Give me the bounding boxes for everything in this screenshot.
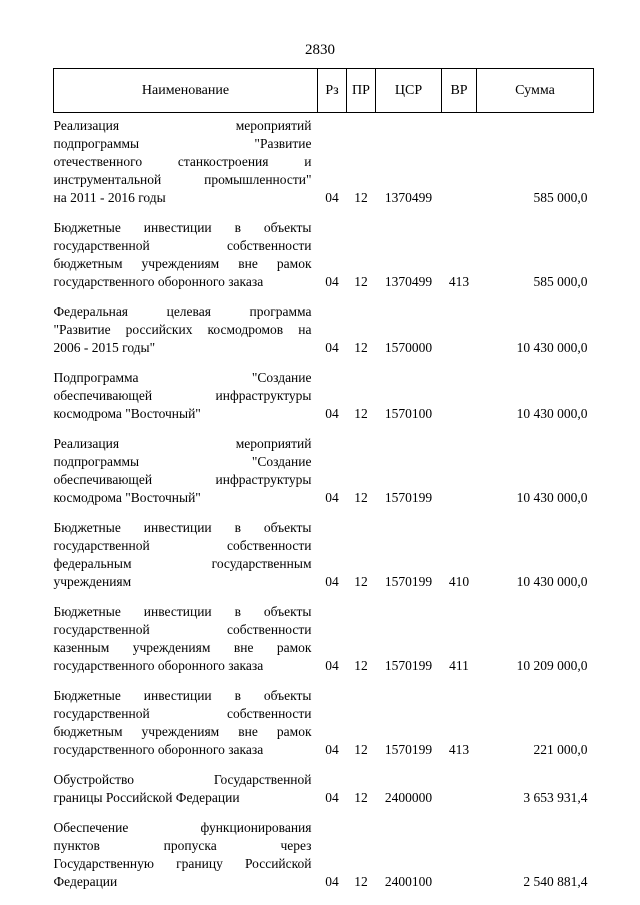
row-name-line: границы Российской Федерации bbox=[53, 790, 240, 805]
row-vr bbox=[442, 435, 477, 519]
row-sum: 585 000,0 bbox=[533, 190, 588, 205]
row-name bbox=[54, 435, 318, 519]
row-rz: 04 bbox=[325, 658, 339, 673]
row-name bbox=[54, 771, 318, 819]
row-sum: 10 430 000,0 bbox=[516, 490, 588, 505]
row-rz: 04 bbox=[325, 274, 339, 289]
row-name-line: Обустройство Государственной bbox=[53, 772, 312, 787]
row-pr: 12 bbox=[354, 742, 368, 757]
row-name-line: государственного оборонного заказа bbox=[53, 658, 264, 673]
row-name bbox=[54, 687, 318, 771]
row-name-line: подпрограммы "Развитие bbox=[53, 136, 312, 151]
row-csr: 1570199 bbox=[384, 658, 433, 673]
row-pr: 12 bbox=[354, 490, 368, 505]
table-row bbox=[54, 819, 594, 903]
row-name-line: 2006 - 2015 годы" bbox=[53, 340, 156, 355]
row-vr bbox=[442, 771, 477, 819]
row-rz: 04 bbox=[325, 190, 339, 205]
row-name-line: отечественного станкостроения и bbox=[53, 154, 312, 169]
row-name-line: обеспечивающей инфраструктуры bbox=[53, 472, 312, 487]
table-row bbox=[54, 687, 594, 771]
table-row bbox=[54, 771, 594, 819]
row-name-line: государственной собственности bbox=[53, 622, 312, 637]
row-name-line: государственного оборонного заказа bbox=[53, 274, 264, 289]
column-header-vr: ВР bbox=[442, 69, 477, 113]
column-header-rz: Рз bbox=[318, 69, 347, 113]
row-sum: 10 209 000,0 bbox=[516, 658, 588, 673]
row-pr: 12 bbox=[354, 190, 368, 205]
row-rz: 04 bbox=[325, 340, 339, 355]
row-name-line: подпрограммы "Создание bbox=[53, 454, 312, 469]
row-rz: 04 bbox=[325, 406, 339, 421]
row-csr: 1570199 bbox=[384, 742, 433, 757]
row-name-line: космодрома "Восточный" bbox=[53, 490, 201, 505]
row-sum: 3 653 931,4 bbox=[523, 790, 588, 805]
page-number: 2830 bbox=[305, 42, 335, 58]
table-row bbox=[54, 435, 594, 519]
table-row bbox=[54, 603, 594, 687]
row-rz: 04 bbox=[325, 742, 339, 757]
row-vr: 411 bbox=[449, 658, 469, 673]
row-pr: 12 bbox=[354, 274, 368, 289]
row-name-line: государственной собственности bbox=[53, 538, 312, 553]
row-csr: 1370499 bbox=[384, 274, 433, 289]
row-sum: 10 430 000,0 bbox=[516, 406, 588, 421]
row-name-line: Реализация мероприятий bbox=[53, 118, 312, 133]
row-name-line: Федерации bbox=[53, 874, 118, 889]
row-name-line: "Развитие российских космодромов на bbox=[53, 322, 312, 337]
row-name-line: космодрома "Восточный" bbox=[53, 406, 201, 421]
table-row bbox=[54, 303, 594, 369]
row-name-line: государственного оборонного заказа bbox=[53, 742, 264, 757]
row-name bbox=[54, 369, 318, 435]
budget-table bbox=[53, 68, 594, 903]
row-csr: 2400100 bbox=[384, 874, 433, 889]
row-name bbox=[54, 113, 318, 220]
table-header-row bbox=[54, 69, 594, 113]
row-vr: 410 bbox=[448, 574, 470, 589]
table-row bbox=[54, 369, 594, 435]
row-name-line: Подпрограмма "Создание bbox=[53, 370, 312, 385]
row-vr: 413 bbox=[448, 274, 470, 289]
row-sum: 585 000,0 bbox=[533, 274, 588, 289]
column-header-csr: ЦСР bbox=[376, 69, 442, 113]
row-vr: 413 bbox=[448, 742, 470, 757]
row-rz: 04 bbox=[325, 874, 339, 889]
row-name bbox=[54, 819, 318, 903]
row-rz: 04 bbox=[325, 574, 339, 589]
row-sum: 2 540 881,4 bbox=[523, 874, 588, 889]
row-name-line: государственной собственности bbox=[53, 238, 312, 253]
row-pr: 12 bbox=[354, 340, 368, 355]
row-name bbox=[54, 219, 318, 303]
row-name-line: Государственную границу Российской bbox=[53, 856, 312, 871]
row-name-line: инструментальной промышленности" bbox=[53, 172, 312, 187]
row-name-line: государственной собственности bbox=[53, 706, 312, 721]
row-name-line: Бюджетные инвестиции в объекты bbox=[53, 220, 312, 235]
column-header-sum: Сумма bbox=[477, 69, 594, 113]
row-name-line: федеральным государственным bbox=[53, 556, 312, 571]
table-body bbox=[54, 113, 594, 904]
row-name-line: бюджетным учреждениям вне рамок bbox=[53, 256, 312, 271]
row-csr: 1570199 bbox=[384, 574, 433, 589]
row-name-line: казенным учреждениям вне рамок bbox=[53, 640, 312, 655]
row-sum: 10 430 000,0 bbox=[516, 340, 588, 355]
row-csr: 1570100 bbox=[384, 406, 433, 421]
row-csr: 2400000 bbox=[384, 790, 433, 805]
row-pr: 12 bbox=[354, 658, 368, 673]
row-name-line: Бюджетные инвестиции в объекты bbox=[53, 688, 312, 703]
row-sum: 10 430 000,0 bbox=[516, 574, 588, 589]
row-name-line: пунктов пропуска через bbox=[53, 838, 312, 853]
row-csr: 1570199 bbox=[384, 490, 433, 505]
table-row bbox=[54, 113, 594, 220]
row-pr: 12 bbox=[354, 406, 368, 421]
column-header-pr: ПР bbox=[347, 69, 376, 113]
row-sum: 221 000,0 bbox=[533, 742, 588, 757]
row-rz: 04 bbox=[325, 490, 339, 505]
row-name bbox=[54, 303, 318, 369]
row-name bbox=[54, 603, 318, 687]
row-pr: 12 bbox=[354, 790, 368, 805]
row-vr bbox=[442, 369, 477, 435]
row-name-line: обеспечивающей инфраструктуры bbox=[53, 388, 312, 403]
row-csr: 1370499 bbox=[384, 190, 433, 205]
row-csr: 1570000 bbox=[384, 340, 433, 355]
row-vr bbox=[442, 303, 477, 369]
row-vr bbox=[442, 113, 477, 220]
row-name-line: Федеральная целевая программа bbox=[53, 304, 312, 319]
table-row bbox=[54, 519, 594, 603]
row-rz: 04 bbox=[325, 790, 339, 805]
row-name-line: Бюджетные инвестиции в объекты bbox=[53, 604, 312, 619]
row-name-line: учреждениям bbox=[53, 574, 132, 589]
row-name-line: Бюджетные инвестиции в объекты bbox=[53, 520, 312, 535]
row-name-line: Реализация мероприятий bbox=[53, 436, 312, 451]
row-vr bbox=[442, 819, 477, 903]
row-name bbox=[54, 519, 318, 603]
row-name-line: бюджетным учреждениям вне рамок bbox=[53, 724, 312, 739]
row-name-line: Обеспечение функционирования bbox=[53, 820, 312, 835]
row-pr: 12 bbox=[354, 574, 368, 589]
column-header-name: Наименование bbox=[54, 69, 318, 113]
row-pr: 12 bbox=[354, 874, 368, 889]
row-name-line: на 2011 - 2016 годы bbox=[53, 190, 166, 205]
table-row bbox=[54, 219, 594, 303]
